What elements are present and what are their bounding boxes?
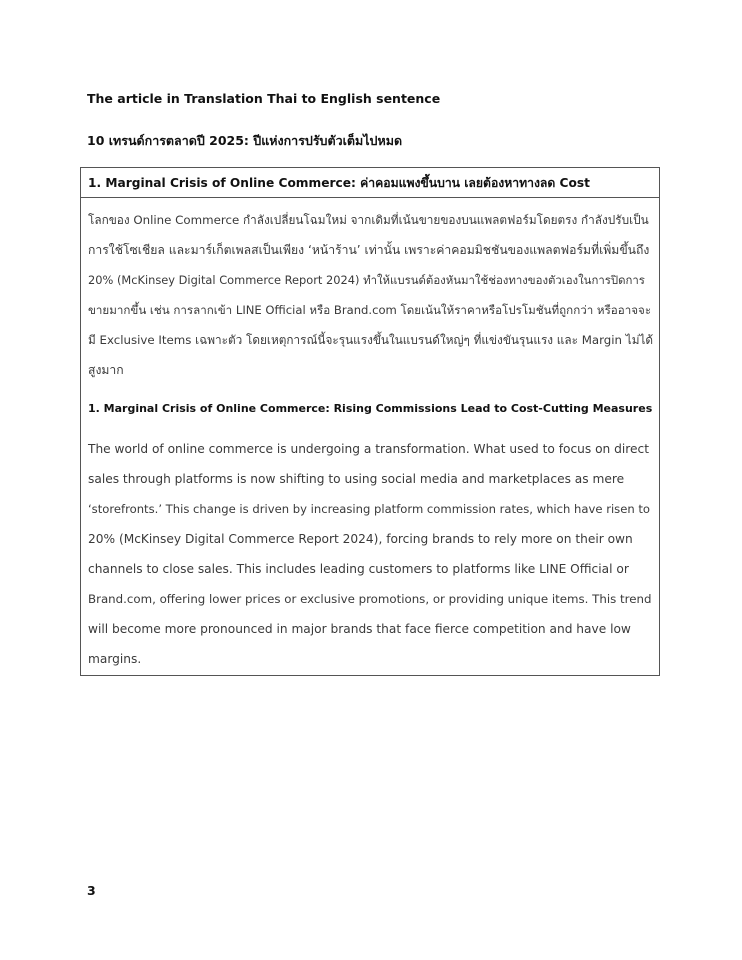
section-divider <box>81 197 659 198</box>
paragraph-line: มี Exclusive Items เฉพาะตัว โดยเหตุการณ์นี้จะรุนแรงขึ้นในแบรนด์ใหญ่ๆ ที่แข่งขันรุนแรง และ Margin ไม่ได้ <box>88 333 654 347</box>
page-heading: The article in Translation Thai to English sentence <box>87 91 441 106</box>
paragraph-line: Brand.com, offering lower prices or exclusive promotions, or providing unique items. This trend <box>88 592 652 606</box>
paragraph-line: The world of online commerce is undergoing a transformation. What used to focus on direct <box>88 442 649 456</box>
paragraph-line: sales through platforms is now shifting to using social media and marketplaces as mere <box>88 472 625 486</box>
paragraph-line: will become more pronounced in major brands that face fierce competition and have low <box>88 622 631 636</box>
article-headline: 10 เทรนด์การตลาดปี 2025: ปีแห่งการปรับตัวเต็มไปหมด <box>87 133 403 148</box>
paragraph-line: channels to close sales. This includes leading customers to platforms like LINE Official or <box>88 562 629 576</box>
thai-section-title: 1. Marginal Crisis of Online Commerce: ค่าคอมแพงขึ้นบาน เลยต้องหาทางลด Cost <box>88 176 590 190</box>
english-section-title: 1. Marginal Crisis of Online Commerce: Rising Commissions Lead to Cost-Cutting Measures <box>88 402 653 415</box>
english-paragraph <box>88 434 654 674</box>
paragraph-line: ‘storefronts.’ This change is driven by increasing platform commission rates, which have risen to <box>88 502 651 516</box>
thai-paragraph <box>88 205 654 385</box>
article-box <box>80 167 660 676</box>
paragraph-line: ขายมากขึ้น เช่น การลากเข้า LINE Official หรือ Brand.com โดยเน้นให้ราคาหรือโปรโมชันที่ถูกกว่า หรืออาจจะ <box>88 303 652 317</box>
paragraph-line: โลกของ Online Commerce กำลังเปลี่ยนโฉมใหม่ จากเดิมที่เน้นขายของบนแพลตฟอร์มโดยตรง กำลังปรับเป็น <box>88 213 649 227</box>
paragraph-line: 20% (McKinsey Digital Commerce Report 2024), forcing brands to rely more on their own <box>88 532 633 546</box>
paragraph-line: การใช้โซเชียล และมาร์เก็ตเพลสเป็นเพียง ‘หน้าร้าน’ เท่านั้น เพราะค่าคอมมิชชันของแพลตฟอร์มที่เพิ่มขึ้นถึง <box>88 243 650 257</box>
paragraph-line: margins. <box>88 652 142 666</box>
paragraph-line: สูงมาก <box>88 363 124 377</box>
paragraph-line: 20% (McKinsey Digital Commerce Report 2024) ทำให้แบรนด์ต้องหันมาใช้ช่องทางของตัวเองในการปิดการ <box>88 273 645 287</box>
page-number: 3 <box>87 883 96 898</box>
